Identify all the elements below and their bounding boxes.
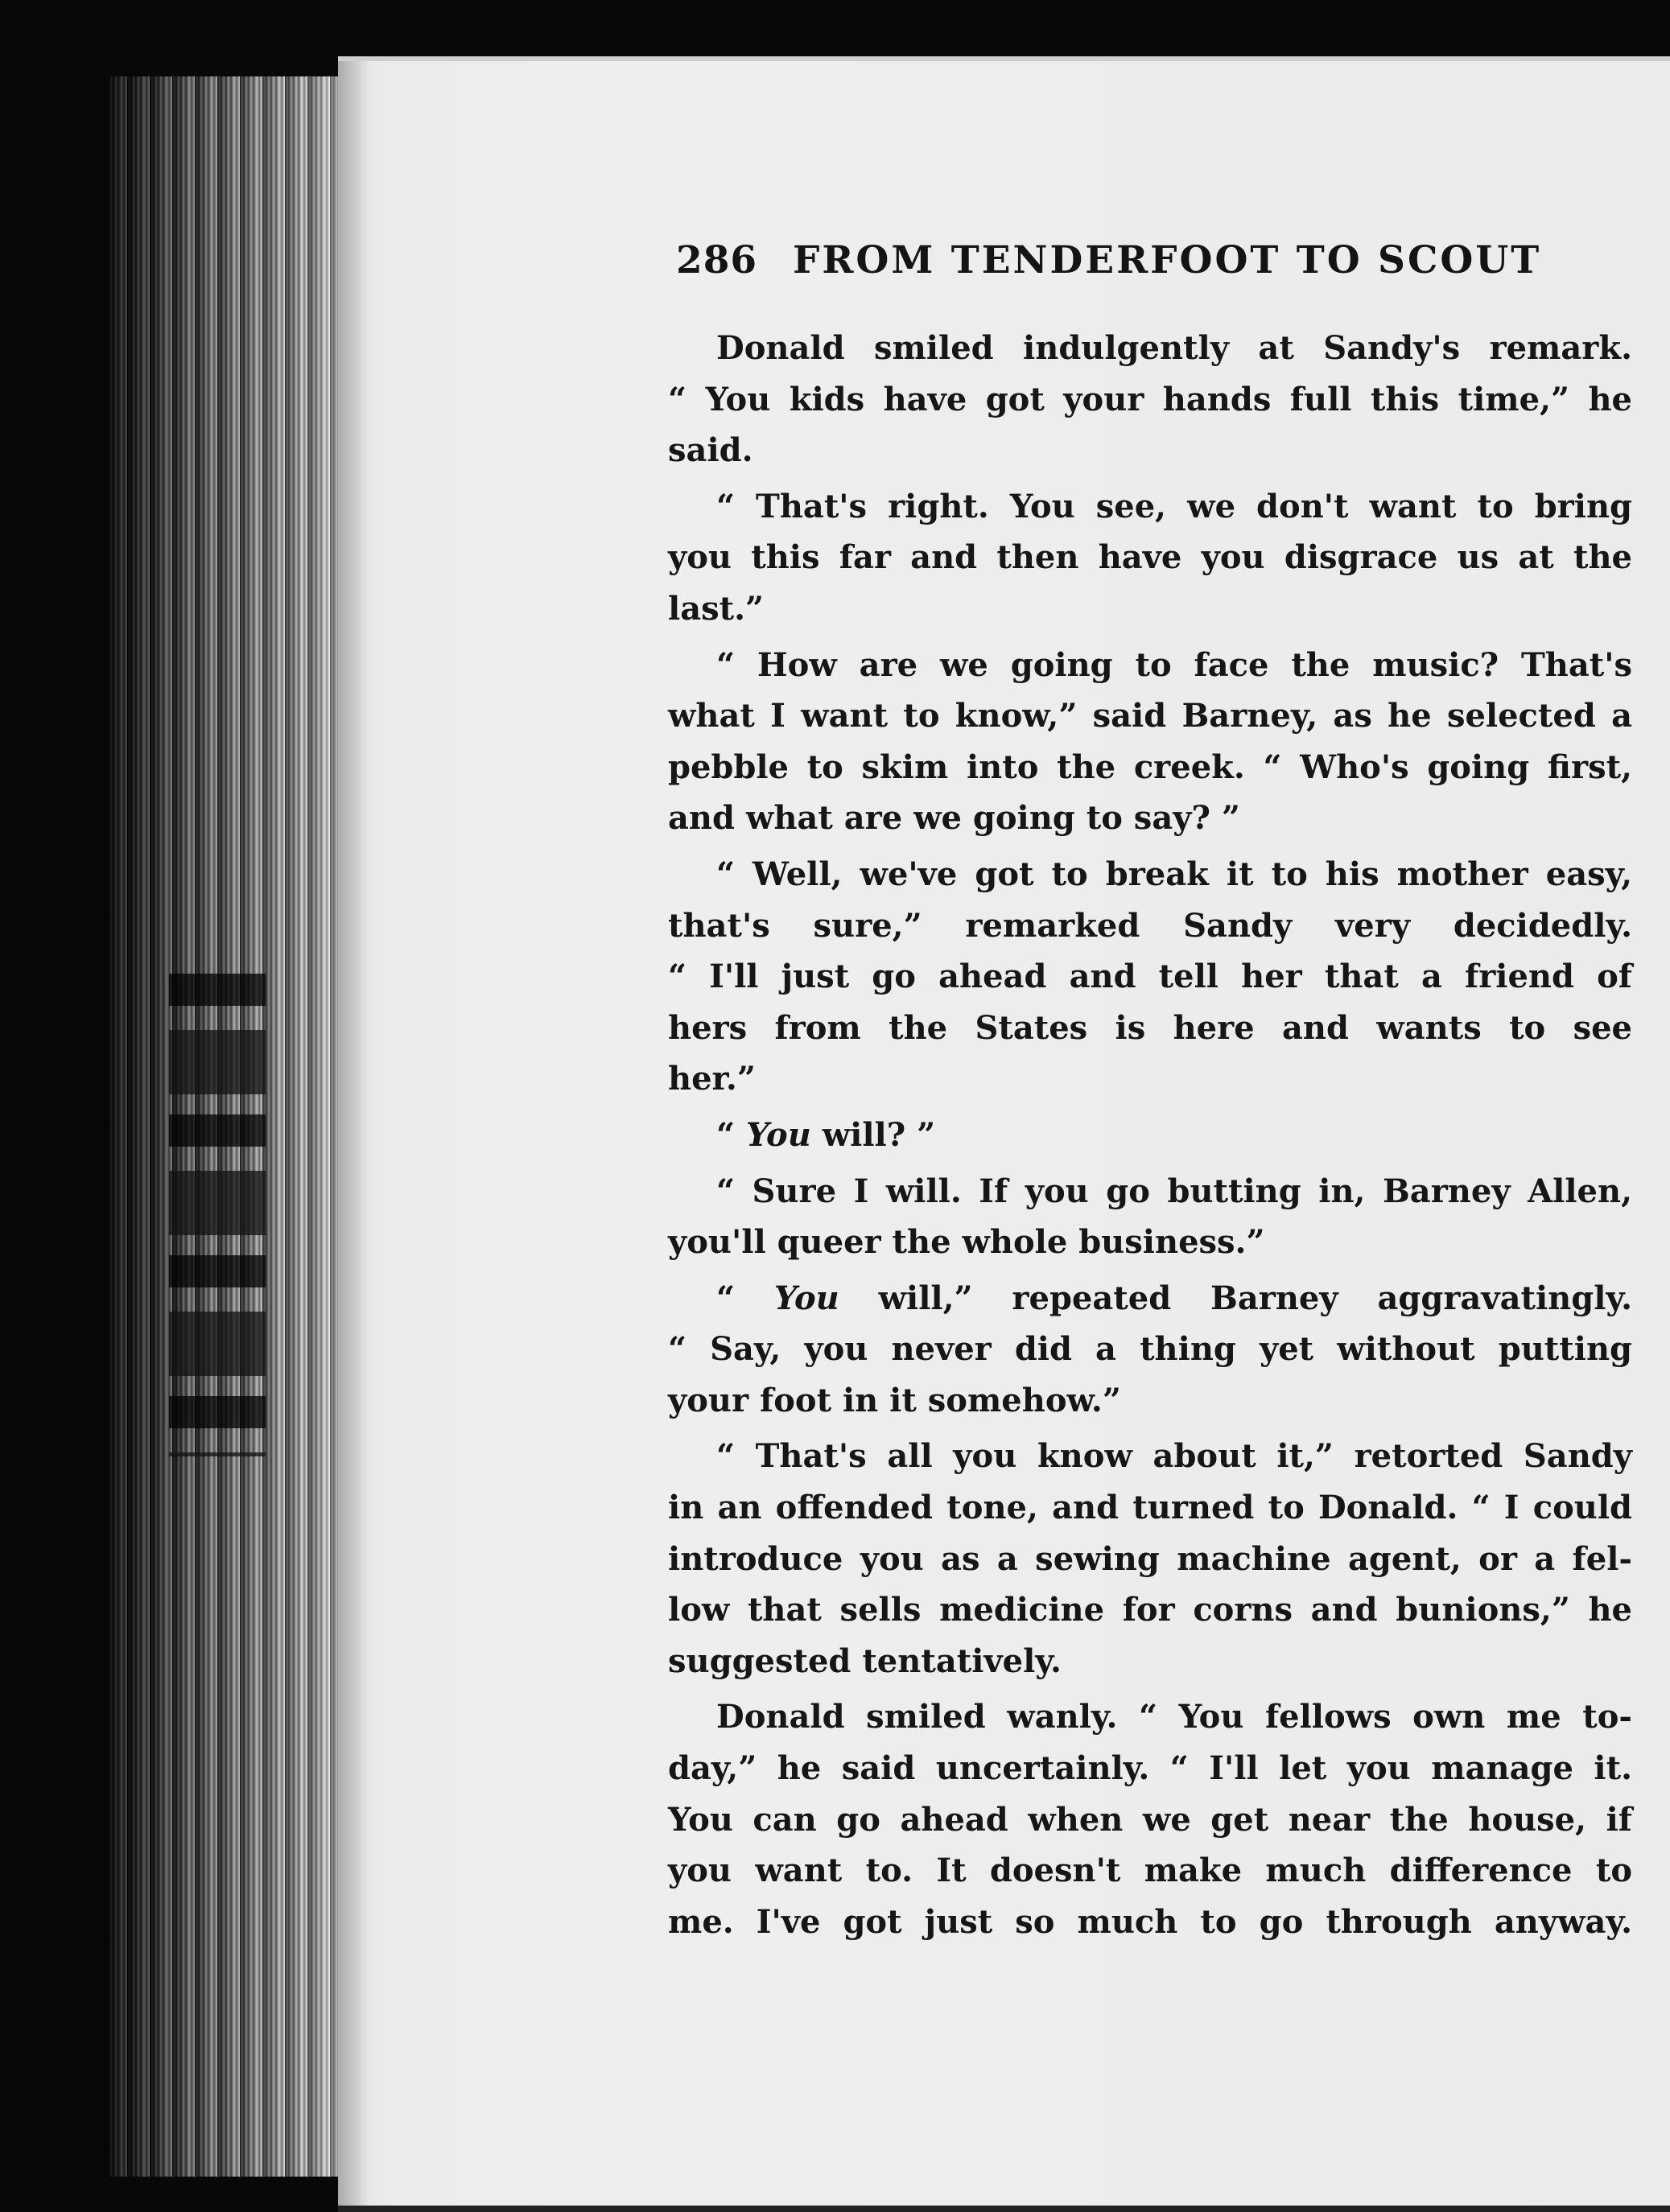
book-title: FROM TENDERFOOT TO SCOUT [793, 238, 1542, 282]
paragraph [668, 1110, 1632, 1161]
text-line: hers from the States is here and wants to see [668, 1008, 1632, 1047]
text-line: “ Say, you never did a thing yet without putting [668, 1330, 1632, 1369]
text-line: day,” he said uncertainly. “ I'll let you manage it. [668, 1749, 1632, 1788]
text-line: low that sells medicine for corns and bunions,” he [668, 1591, 1632, 1629]
text-line: what I want to know,” said Barney, as he selected a [668, 697, 1632, 735]
text-line: you this far and then have you disgrace us at the [668, 538, 1632, 577]
emphasis: You [773, 1279, 839, 1317]
text-line: “ I'll just go ahead and tell her that a friend of [668, 958, 1632, 996]
text-line: you'll queer the whole business.” [668, 1223, 1265, 1262]
page-sheet [338, 56, 1670, 2212]
text-line: her.” [668, 1060, 756, 1098]
text-line: “ How are we going to face the music? That's [716, 645, 1632, 684]
paragraph [668, 1166, 1632, 1268]
text-line: and what are we going to say? ” [668, 799, 1240, 838]
text-line: “ You kids have got your hands full this time,” he [668, 380, 1632, 418]
text-line: last.” [668, 589, 765, 628]
text-line: in an offended tone, and turned to Donald. “ I could [668, 1489, 1632, 1527]
body-text [668, 323, 1632, 1947]
page-number: 286 [676, 238, 758, 282]
text-line: “ Well, we've got to break it to his mother easy, [716, 855, 1632, 893]
paragraph [668, 1273, 1632, 1427]
text-line: you want to. It doesn't make much difference to [668, 1852, 1632, 1890]
paragraph [668, 849, 1632, 1105]
text-line: that's sure,” remarked Sandy very decidedly. [668, 906, 1632, 945]
text-line: Donald smiled indulgently at Sandy's remark. [716, 329, 1632, 367]
text-line: pebble to skim into the creek. “ Who's going first, [668, 748, 1632, 786]
paragraph [668, 640, 1632, 844]
running-head [676, 238, 1658, 303]
paragraph [668, 1431, 1632, 1687]
emphasis: You [745, 1115, 811, 1154]
text-line: “ That's all you know about it,” retorted Sandy [716, 1437, 1632, 1476]
text-line: You can go ahead when we get near the house, if [668, 1800, 1632, 1839]
text-line: your foot in it somehow.” [668, 1381, 1121, 1419]
text-line: me. I've got just so much to go through anyway. [668, 1902, 1632, 1941]
text-line: suggested tentatively. [668, 1641, 1062, 1680]
spine-marking [169, 974, 266, 1456]
paragraph [668, 323, 1632, 476]
paragraph [668, 481, 1632, 635]
text-line: introduce you as a sewing machine agent, or a fel- [668, 1539, 1632, 1578]
gutter-shadow [338, 61, 370, 2206]
paragraph [668, 1691, 1632, 1947]
text-line: “ You will,” repeated Barney aggravatingly. [716, 1279, 1632, 1317]
text-line: said. [668, 431, 753, 470]
text-line: “ That's right. You see, we don't want to bring [716, 487, 1632, 525]
text-line: Donald smiled wanly. “ You fellows own me to- [716, 1698, 1632, 1736]
text-line: “ Sure I will. If you go butting in, Barney Allen, [716, 1172, 1632, 1210]
text-line: “ You will? ” [716, 1115, 936, 1154]
